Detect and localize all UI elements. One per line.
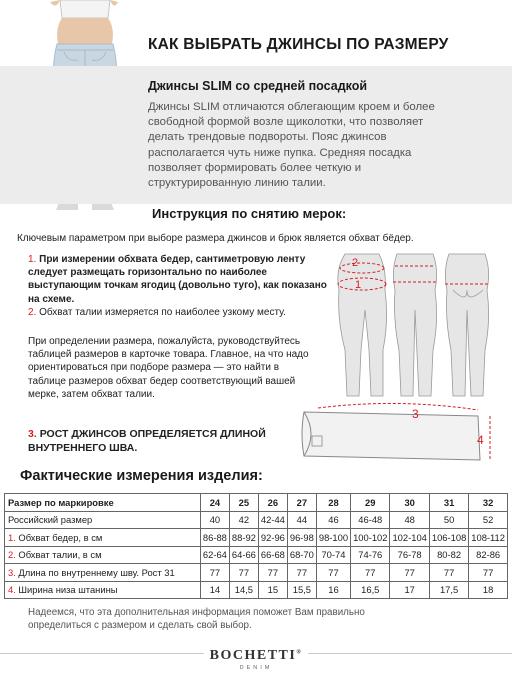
table-cell: 15 [258,581,287,599]
header-cell: Размер по маркировке [5,494,201,512]
table-cell: 14 [200,581,229,599]
key-parameter-text: Ключевым параметром при выборе размера джинсов и брюк является обхват бёдер. [17,233,414,244]
row-label-text: Российский размер [8,514,93,526]
size-table [4,493,508,599]
header-cell: 30 [390,494,429,512]
row-number: 1. [8,531,16,543]
table-cell: 98-100 [316,529,350,547]
row-number: 3. [8,566,16,578]
instructions-title: Инструкция по снятию мерок: [152,206,347,221]
step3-block [28,428,288,455]
row-label [5,546,201,564]
table-cell: 77 [287,564,316,582]
row-number: 2. [8,549,16,561]
table-cell: 50 [429,511,468,529]
table-cell: 14,5 [229,581,258,599]
row-label-text: Длина по внутреннему шву. Рост 31 [15,566,175,578]
step1-tail: как показано на схеме. [28,280,327,305]
brand-name [204,648,309,663]
waist-marker-label: 2 [352,257,359,269]
step2-number: 2. [28,306,37,318]
row-label-text: Ширина низа штанины [15,584,118,596]
hip-marker-label: 1 [355,279,362,291]
step3-text: РОСТ ДЖИНСОВ ОПРЕДЕЛЯЕТСЯ ДЛИНОЙ ВНУТРЕННЕГО ШВА. [28,428,266,454]
table-cell: 106-108 [429,529,468,547]
header-cell: 28 [316,494,350,512]
table-cell: 52 [469,511,508,529]
brand-trademark: ® [296,649,303,656]
table-cell: 70-74 [316,546,350,564]
brand-name-text: BOCHETTI [209,648,297,663]
product-subtitle: Джинсы SLIM со средней посадкой [148,79,368,93]
table-cell: 77 [469,564,508,582]
row-label [5,511,201,529]
row-label-text: Обхват талии, в см [15,549,102,561]
header-cell: 31 [429,494,468,512]
table-row [5,564,508,582]
table-cell: 86-88 [200,529,229,547]
table-cell: 17 [390,581,429,599]
table-cell: 80-82 [429,546,468,564]
body-measurement-diagram [325,250,505,400]
table-cell: 77 [200,564,229,582]
table-cell: 46 [316,511,350,529]
table-row [5,529,508,547]
row-label [5,581,201,599]
table-cell: 16,5 [351,581,390,599]
step1-number: 1. [28,254,37,265]
brand-logo [0,646,512,671]
table-cell: 82-86 [469,546,508,564]
inseam-marker-label: 3 [412,407,419,421]
table-cell: 16 [316,581,350,599]
table-cell: 17,5 [429,581,468,599]
table-cell: 46-48 [351,511,390,529]
row-label [5,529,201,547]
table-cell: 44 [287,511,316,529]
table-cell: 108-112 [469,529,508,547]
header-cell: 32 [469,494,508,512]
table-cell: 77 [390,564,429,582]
row-label-text: Обхват бедер, в см [15,531,103,543]
measurements-table-title: Фактические измерения изделия: [20,468,263,484]
header-cell: 29 [351,494,390,512]
table-cell: 88-92 [229,529,258,547]
table-cell: 77 [258,564,287,582]
table-cell: 64-66 [229,546,258,564]
footer-note: Надеемся, что эта дополнительная информация поможет Вам правильно определиться с размером и сделать свой выбор. [28,607,365,631]
leg-width-marker-label: 4 [477,433,484,447]
row-label [5,564,201,582]
table-cell: 62-64 [200,546,229,564]
table-cell: 77 [351,564,390,582]
page-title: КАК ВЫБРАТЬ ДЖИНСЫ ПО РАЗМЕРУ [148,36,449,53]
table-cell: 40 [200,511,229,529]
table-row [5,581,508,599]
header-cell: 24 [200,494,229,512]
measurement-steps [28,253,328,319]
jeans-measurement-diagram [298,400,503,468]
header-cell: 25 [229,494,258,512]
table-cell: 42-44 [258,511,287,529]
table-cell: 77 [229,564,258,582]
table-cell: 96-98 [287,529,316,547]
table-cell: 92-96 [258,529,287,547]
table-cell: 76-78 [390,546,429,564]
table-cell: 68-70 [287,546,316,564]
step1-text: При измерении обхвата бедер, сантиметровую ленту следует размещать горизонтально по наиболее выступающим точкам ягодиц (довольно туго), [28,254,306,292]
table-cell: 77 [316,564,350,582]
table-cell: 18 [469,581,508,599]
step2-text: Обхват талии измеряется по наиболее узкому месту. [39,306,286,318]
table-cell: 66-68 [258,546,287,564]
table-row [5,546,508,564]
row-number: 4. [8,584,16,596]
table-cell: 74-76 [351,546,390,564]
header-cell: 27 [287,494,316,512]
table-cell: 42 [229,511,258,529]
table-cell: 15,5 [287,581,316,599]
product-description: Джинсы SLIM отличаются облегающим кроем и более свободной формой возле щиколотки, что позволяет делать трендовые подвороты. Пояс джинсов располагается чуть ниже пупка. Средняя посадка позволяет формировать более четкую и структурированную линию талии. [148,101,435,190]
table-cell: 48 [390,511,429,529]
table-header-row [5,494,508,512]
step3-number: 3. [28,428,37,440]
table-row [5,511,508,529]
table-cell: 100-102 [351,529,390,547]
size-advice-text: При определении размера, пожалуйста, руководствуйтесь таблицей размеров в карточке товара. Главное, на что надо ориентироваться при подборе размера — это найти в таблице размеров обхват бедер соответствующий вашей мерке, затем обхват талии. [28,336,309,400]
table-cell: 77 [429,564,468,582]
table-cell: 102-104 [390,529,429,547]
brand-subtitle: DENIM [239,665,273,671]
header-cell: 26 [258,494,287,512]
